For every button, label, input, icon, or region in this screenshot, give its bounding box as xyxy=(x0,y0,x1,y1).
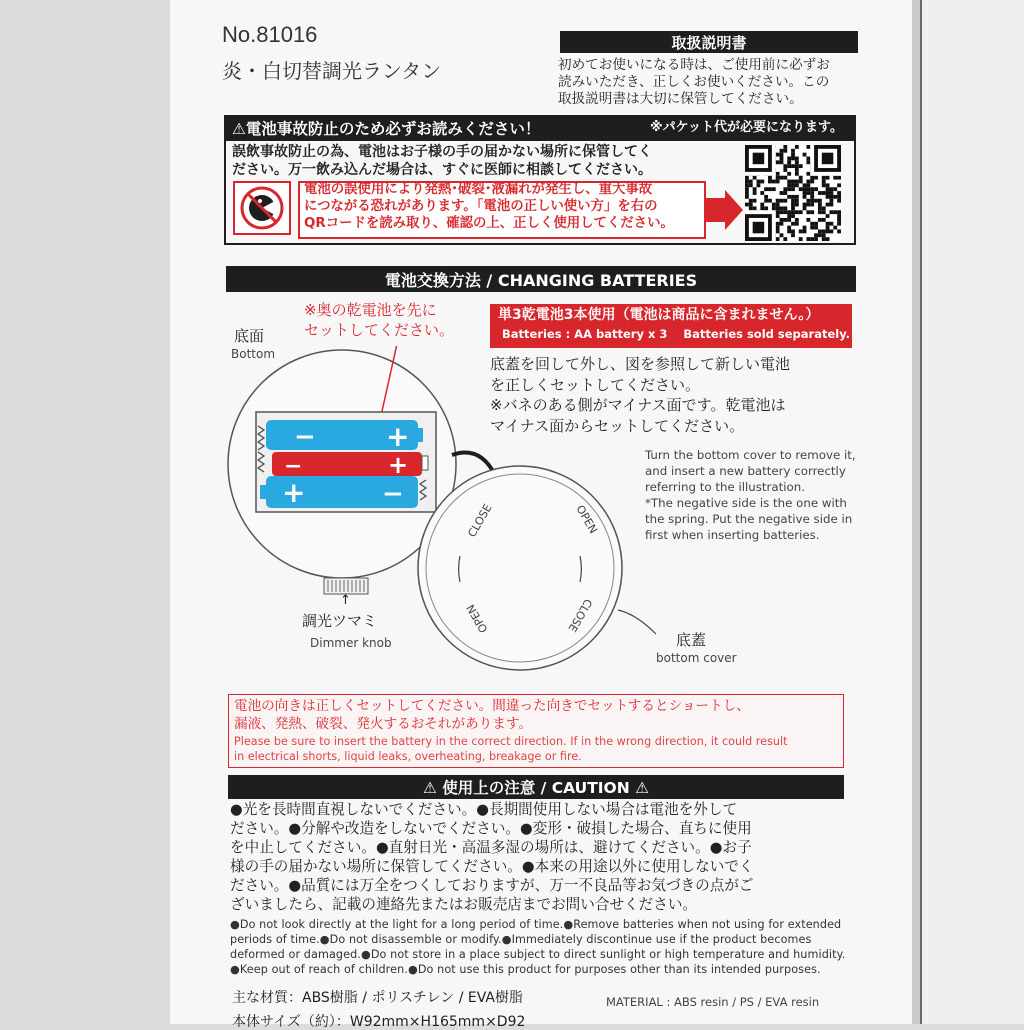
caution-en-line: ●Keep out of reach of children.●Do not use this product for purposes other than its intended purposes. xyxy=(230,962,821,976)
manual-text xyxy=(558,57,830,108)
caution-jp-line: ざいましたら、記載の連絡先またはお販売店までお問い合せください。 xyxy=(230,895,698,913)
caution-en-line: ●Do not look directly at the light for a long period of time.●Remove batteries when not using for extended xyxy=(230,918,842,931)
arrow-right-icon xyxy=(705,190,745,234)
dimmer-knob-label-jp: 調光ツマミ xyxy=(302,612,378,630)
changing-instructions-en xyxy=(645,448,856,544)
manual-line: 初めてお使いになる時は、ご使用前に必ずお xyxy=(558,57,830,73)
dial-open-bottom: OPEN xyxy=(464,602,491,635)
manual-line: 読みいただき、正しくお使いください。この xyxy=(558,73,830,90)
caution-jp-line: 様の手の届かない場所に保管してください。●本来の用途以外に使用しないでく xyxy=(230,857,754,875)
battery-type-en: Batteries : AA battery x 3 Batteries sold separately. xyxy=(502,327,851,341)
manual-title: 取扱説明書 xyxy=(560,31,858,53)
back-note-line: セットしてください。 xyxy=(304,321,455,340)
caution-en-text xyxy=(230,918,845,978)
bottom-cover-label-en: bottom cover xyxy=(656,651,737,665)
warning-line: 誤飲事故防止の為、電池はお子様の手の届かない場所に保管してく xyxy=(232,144,652,160)
back-battery-note xyxy=(304,300,454,341)
instruction-en-line: first when inserting batteries. xyxy=(645,527,820,542)
orientation-jp-line: 電池の向きは正しくセットしてください。間違った向きでセットするとショートし、 xyxy=(234,698,750,714)
material-jp: 主な材質：ABS樹脂 / ポリスチレン / EVA樹脂 xyxy=(232,990,523,1006)
bottom-label-jp: 底面 xyxy=(234,327,265,345)
cover-pointer-line xyxy=(616,608,666,642)
battery-warning-text xyxy=(232,143,652,180)
caution-jp-line: ださい。●品質には万全をつくしておりますが、万一不良品等お気づきの点がご xyxy=(230,876,754,894)
orientation-en-line: in electrical shorts, liquid leaks, overheating, breakage or fire. xyxy=(234,750,582,764)
instruction-en-line: *The negative side is the one with xyxy=(645,495,847,510)
dial-close-top: CLOSE xyxy=(465,501,495,540)
product-name: 炎・白切替調光ランタン xyxy=(222,59,442,83)
instruction-line: ※バネのある側がマイナス面です。乾電池は xyxy=(490,396,786,415)
instruction-line: を正しくセットしてください。 xyxy=(490,375,701,394)
orientation-warning-text xyxy=(234,697,787,765)
caution-jp-text xyxy=(230,801,754,915)
plus-sign: + xyxy=(386,420,410,453)
instruction-line: 底蓋を回して外し、図を参照して新しい電池 xyxy=(490,355,791,373)
instruction-en-line: referring to the illustration. xyxy=(645,479,805,494)
minus-sign: − xyxy=(284,454,303,479)
warning-line: ださい。万一飲み込んだ場合は、すぐに医師に相談してください。 xyxy=(232,162,652,179)
orientation-jp-line: 漏液、発熱、破裂、発火するおそれがあります。 xyxy=(234,716,532,733)
material-en: MATERIAL : ABS resin / PS / EVA resin xyxy=(606,995,820,1009)
bottom-cover-label-jp: 底蓋 xyxy=(676,631,707,649)
plus-sign: + xyxy=(282,476,306,509)
changing-instructions-jp xyxy=(490,354,790,437)
bottom-label-en: Bottom xyxy=(231,347,276,361)
changing-batteries-title: 電池交換方法 / CHANGING BATTERIES xyxy=(226,266,856,292)
plus-sign: + xyxy=(388,451,409,479)
instruction-en-line: Turn the bottom cover to remove it, xyxy=(645,448,856,462)
red-line: 電池の誤使用により発熱･破裂･液漏れが発生し、重大事故 xyxy=(304,182,653,197)
instruction-line: マイナス面からセットしてください。 xyxy=(490,417,745,436)
instruction-en-line: and insert a new battery correctly xyxy=(645,463,846,478)
no-swallow-icon xyxy=(233,181,291,235)
back-note-line: ※奥の乾電池を先に xyxy=(304,301,437,319)
dial-close-bottom: CLOSE xyxy=(565,596,595,635)
qr-code-icon[interactable] xyxy=(745,145,841,241)
caution-jp-line: を中止してください。●直射日光・高温多湿の場所は、避けてください。●お子 xyxy=(230,838,752,856)
misuse-warning-text xyxy=(304,182,674,232)
product-number: No.81016 xyxy=(222,22,318,47)
caution-jp-line: ださい。●分解や改造をしないでください。●変形・破損した場合、直ちに使用 xyxy=(230,819,752,837)
manual-line: 取扱説明書は大切に保管してください。 xyxy=(558,90,803,107)
minus-sign: − xyxy=(294,422,316,452)
bottom-cover-dial xyxy=(416,458,626,688)
battery-type-jp: 単3乾電池3本使用（電池は商品に含まれません。） xyxy=(498,307,820,323)
red-line: QRコードを読み取り、確認の上、正しく使用してください。 xyxy=(304,215,674,231)
knob-arrow-icon: ↑ xyxy=(340,593,351,608)
dimmer-knob-label-en: Dimmer knob xyxy=(310,636,392,650)
caution-title: ⚠ 使用上の注意 / CAUTION ⚠ xyxy=(228,775,844,799)
battery-type-banner xyxy=(490,304,852,348)
orientation-en-line: Please be sure to insert the battery in the correct direction. If in the wrong direction, it could result xyxy=(234,734,788,748)
packet-note: ※パケット代が必要になります。 xyxy=(650,120,843,135)
dial-open-top: OPEN xyxy=(573,503,600,536)
package-side xyxy=(920,0,1024,1024)
battery-warning-title: ⚠電池事故防止のため必ずお読みください！ xyxy=(232,120,541,138)
size-partial: 本体サイズ（約）：W92mm×H165mm×D92 xyxy=(232,1014,526,1030)
caution-jp-line: ●光を長時間直視しないでください。●長期間使用しない場合は電池を外して xyxy=(230,801,738,818)
red-line: につながる恐れがあります。「電池の正しい使い方」を右の xyxy=(304,198,658,214)
instruction-en-line: the spring. Put the negative side in xyxy=(645,511,853,526)
caution-en-line: deformed or damaged.●Do not store in a place subject to direct sunlight or high temperature and humidity. xyxy=(230,947,846,961)
caution-en-line: periods of time.●Do not disassemble or modify.●Immediately discontinue use if the product becomes xyxy=(230,932,812,946)
minus-sign: − xyxy=(382,479,404,509)
